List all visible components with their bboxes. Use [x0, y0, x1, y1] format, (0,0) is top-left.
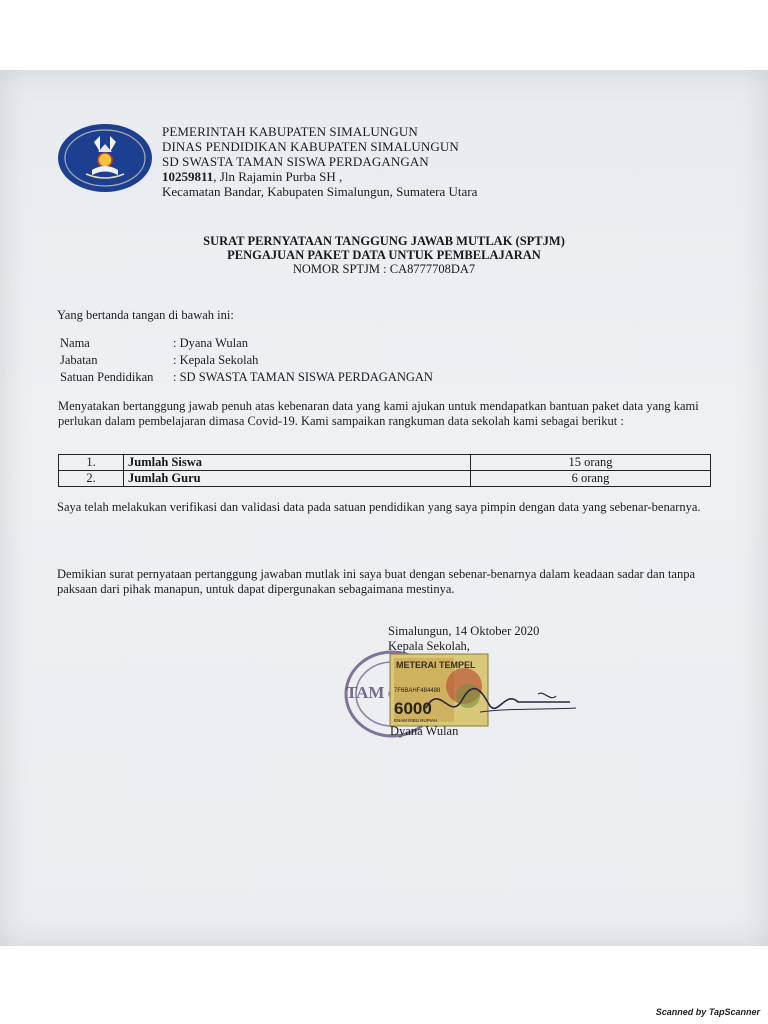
signer-position: Kepala Sekolah,: [388, 639, 470, 653]
verification-paragraph: Saya telah melakukan verifikasi dan validasi data pada satuan pendidikan yang saya pimpin dengan data yang sebenar-benarnya.: [57, 500, 701, 514]
identity-label: Satuan Pendidikan: [60, 370, 154, 384]
row-item: Jumlah Siswa: [124, 455, 471, 471]
table-row: [59, 471, 711, 487]
place-date: Simalungun, 14 Oktober 2020: [388, 624, 540, 638]
letterhead-address: , Jln Rajamin Purba SH ,: [213, 169, 343, 184]
signer-name: Dyana Wulan: [390, 724, 459, 738]
identity-value: : Dyana Wulan: [173, 336, 248, 350]
row-quantity: 15 orang: [471, 455, 711, 471]
letterhead-department: DINAS PENDIDIKAN KABUPATEN SIMALUNGUN: [162, 139, 459, 154]
row-quantity: 6 orang: [471, 471, 711, 487]
identity-value: : SD SWASTA TAMAN SISWA PERDAGANGAN: [173, 370, 433, 384]
intro-text: Yang bertanda tangan di bawah ini:: [57, 308, 234, 322]
materai-value: 6000: [394, 699, 432, 718]
letterhead-district: Kecamatan Bandar, Kabupaten Simalungun, Sumatera Utara: [162, 184, 478, 199]
letterhead: [162, 124, 477, 199]
table-row: [59, 455, 711, 471]
school-data-table: [58, 454, 711, 487]
title-subject: PENGAJUAN PAKET DATA UNTUK PEMBELAJARAN: [227, 248, 541, 262]
closing-paragraph: Demikian surat pernyataan pertanggung jawaban mutlak ini saya buat dengan sebenar-benarnya dalam keadaan sadar dan tanpa paksaan dari pihak manapun, untuk dapat dipergunakan sebagaimana mestinya.: [57, 567, 696, 596]
tut-wuri-handayani-logo-icon: [56, 122, 154, 194]
letterhead-npsn: 10259811: [162, 169, 214, 184]
title-main: SURAT PERNYATAAN TANGGUNG JAWAB MUTLAK (SPTJM): [203, 234, 565, 248]
seal-text: TAM: [346, 683, 385, 702]
handwritten-signature: [420, 672, 580, 728]
letterhead-government: PEMERINTAH KABUPATEN SIMALUNGUN: [162, 124, 418, 139]
letterhead-address-line: [162, 169, 477, 184]
scanner-credit: Scanned by TapScanner: [655, 1007, 760, 1017]
title-number: NOMOR SPTJM : CA8777708DA7: [292, 262, 476, 276]
row-number: 1.: [59, 455, 124, 471]
materai-code: 7F6BAHF484488: [394, 688, 441, 694]
identity-value: : Kepala Sekolah: [173, 353, 259, 367]
materai-words: ENAM RIBU RUPIAH: [394, 718, 438, 723]
document-title: [0, 234, 768, 276]
letterhead-school: SD SWASTA TAMAN SISWA PERDAGANGAN: [162, 154, 429, 169]
identity-label: Jabatan: [60, 353, 98, 367]
materai-label: METERAI TEMPEL: [396, 660, 476, 670]
identity-label: Nama: [60, 336, 90, 350]
row-number: 2.: [59, 471, 124, 487]
row-item: Jumlah Guru: [124, 471, 471, 487]
statement-paragraph: Menyatakan bertanggung jawab penuh atas kebenaran data yang kami ajukan untuk mendapatkan bantuan paket data yang kami perlukan dalam pembelajaran dimasa Covid-19. Kami sampaikan rangkuman data sekolah kami sebagai berikut :: [58, 399, 699, 428]
